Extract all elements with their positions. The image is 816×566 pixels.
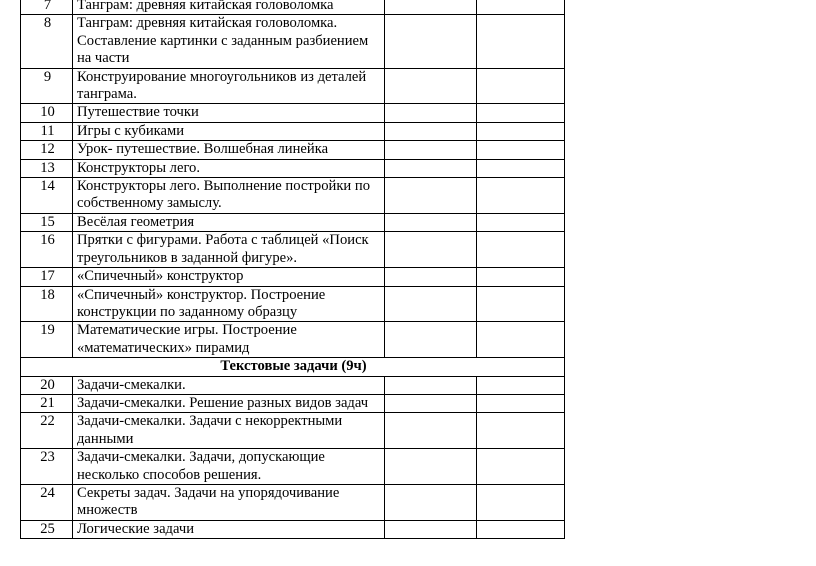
lesson-row	[21, 232, 565, 268]
lesson-row	[21, 159, 565, 177]
date-plan-cell	[385, 68, 477, 104]
lesson-number: 12	[21, 141, 73, 159]
lesson-topic: Танграм: древняя китайская головоломка	[73, 0, 385, 15]
date-fact-cell	[477, 449, 565, 485]
lesson-row	[21, 268, 565, 286]
lesson-number: 10	[21, 104, 73, 122]
date-plan-cell	[385, 484, 477, 520]
date-plan-cell	[385, 268, 477, 286]
lesson-number: 22	[21, 413, 73, 449]
date-plan-cell	[385, 104, 477, 122]
lesson-number: 18	[21, 286, 73, 322]
date-plan-cell	[385, 449, 477, 485]
lesson-number: 15	[21, 213, 73, 231]
date-fact-cell	[477, 413, 565, 449]
lesson-number: 17	[21, 268, 73, 286]
lesson-row	[21, 122, 565, 140]
date-plan-cell	[385, 322, 477, 358]
lesson-topic: Задачи-смекалки. Решение разных видов задач	[73, 394, 385, 412]
date-plan-cell	[385, 520, 477, 538]
date-plan-cell	[385, 0, 477, 15]
date-fact-cell	[477, 0, 565, 15]
date-fact-cell	[477, 141, 565, 159]
lesson-row	[21, 394, 565, 412]
lesson-number: 9	[21, 68, 73, 104]
lesson-topic: Конструирование многоугольников из деталей танграма.	[73, 68, 385, 104]
section-heading-row	[21, 358, 565, 376]
lesson-row	[21, 141, 565, 159]
lesson-row	[21, 68, 565, 104]
date-fact-cell	[477, 68, 565, 104]
lesson-number: 20	[21, 376, 73, 394]
lesson-topic: Секреты задач. Задачи на упорядочивание множеств	[73, 484, 385, 520]
lesson-row	[21, 322, 565, 358]
date-fact-cell	[477, 322, 565, 358]
date-plan-cell	[385, 15, 477, 68]
lesson-row	[21, 484, 565, 520]
lesson-topic: «Спичечный» конструктор	[73, 268, 385, 286]
lesson-topic: Танграм: древняя китайская головоломка. Составление картинки с заданным разбиением на части	[73, 15, 385, 68]
lesson-number: 7	[21, 0, 73, 15]
date-plan-cell	[385, 394, 477, 412]
lesson-topic: Задачи-смекалки.	[73, 376, 385, 394]
lesson-topic: «Спичечный» конструктор. Построение конструкции по заданному образцу	[73, 286, 385, 322]
lesson-number: 16	[21, 232, 73, 268]
date-plan-cell	[385, 286, 477, 322]
lesson-number: 24	[21, 484, 73, 520]
date-fact-cell	[477, 268, 565, 286]
date-plan-cell	[385, 178, 477, 214]
lesson-plan-table	[20, 0, 565, 539]
lesson-number: 8	[21, 15, 73, 68]
date-fact-cell	[477, 376, 565, 394]
date-fact-cell	[477, 159, 565, 177]
lesson-row	[21, 520, 565, 538]
date-plan-cell	[385, 141, 477, 159]
date-fact-cell	[477, 484, 565, 520]
date-plan-cell	[385, 213, 477, 231]
lesson-topic: Весёлая геометрия	[73, 213, 385, 231]
lesson-number: 13	[21, 159, 73, 177]
lesson-topic: Конструкторы лего.	[73, 159, 385, 177]
lesson-row	[21, 104, 565, 122]
lesson-row	[21, 0, 565, 15]
date-fact-cell	[477, 286, 565, 322]
lesson-topic: Путешествие точки	[73, 104, 385, 122]
date-fact-cell	[477, 122, 565, 140]
lesson-topic: Прятки с фигурами. Работа с таблицей «Поиск треугольников в заданной фигуре».	[73, 232, 385, 268]
lesson-row	[21, 449, 565, 485]
lesson-row	[21, 376, 565, 394]
date-fact-cell	[477, 213, 565, 231]
lesson-number: 23	[21, 449, 73, 485]
date-plan-cell	[385, 413, 477, 449]
date-fact-cell	[477, 178, 565, 214]
lesson-topic: Задачи-смекалки. Задачи с некорректными данными	[73, 413, 385, 449]
lesson-number: 25	[21, 520, 73, 538]
date-plan-cell	[385, 376, 477, 394]
lesson-row	[21, 15, 565, 68]
lesson-topic: Задачи-смекалки. Задачи, допускающие несколько способов решения.	[73, 449, 385, 485]
date-fact-cell	[477, 15, 565, 68]
date-plan-cell	[385, 159, 477, 177]
lesson-row	[21, 178, 565, 214]
lesson-number: 19	[21, 322, 73, 358]
lesson-row	[21, 286, 565, 322]
lesson-number: 11	[21, 122, 73, 140]
lesson-row	[21, 413, 565, 449]
lesson-topic: Конструкторы лего. Выполнение постройки по собственному замыслу.	[73, 178, 385, 214]
lesson-number: 21	[21, 394, 73, 412]
date-fact-cell	[477, 520, 565, 538]
date-plan-cell	[385, 122, 477, 140]
lesson-topic: Урок- путешествие. Волшебная линейка	[73, 141, 385, 159]
date-fact-cell	[477, 394, 565, 412]
date-plan-cell	[385, 232, 477, 268]
lesson-topic: Математические игры. Построение «математических» пирамид	[73, 322, 385, 358]
date-fact-cell	[477, 104, 565, 122]
lesson-row	[21, 213, 565, 231]
lesson-number: 14	[21, 178, 73, 214]
date-fact-cell	[477, 232, 565, 268]
lesson-topic: Игры с кубиками	[73, 122, 385, 140]
section-heading: Текстовые задачи (9ч)	[21, 358, 565, 376]
lesson-topic: Логические задачи	[73, 520, 385, 538]
